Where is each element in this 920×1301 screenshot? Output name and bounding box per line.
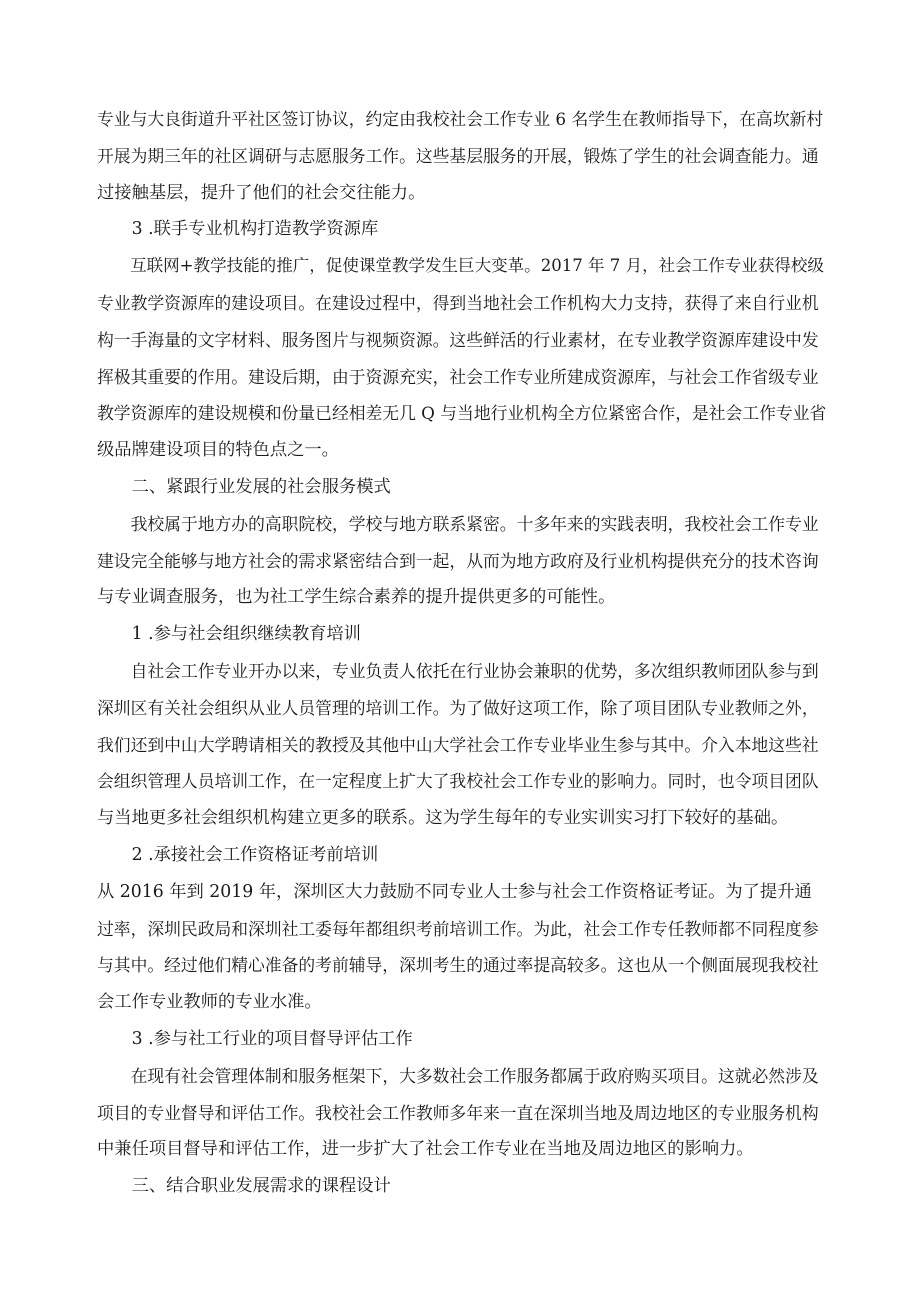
document-body [97,101,827,1205]
text-line: 教学资源库的建设规模和份量已经相差无几 Q 与当地行业机构全方位紧密合作，是社会工作专业省 [97,403,827,424]
paragraph [97,248,827,469]
subsection-heading: 3 .联手专业机构打造教学资源库 [131,219,379,240]
text-line: 我校属于地方办的高职院校，学校与地方联系紧密。十多年来的实践表明，我校社会工作专业 [130,513,819,534]
text-line: 从 2016 年到 2019 年，深圳区大力鼓励不同专业人士参与社会工作资格证考证。为了提升通 [97,881,812,902]
text-line: 项目的专业督导和评估工作。我校社会工作教师多年来一直在深圳当地及周边地区的专业服务机构 [97,1102,819,1123]
paragraph [97,653,827,837]
text-line: 与专业调查服务，也为社工学生综合素养的提升提供更多的可能性。 [97,587,616,608]
section-heading: 三、结合职业发展需求的课程设计 [131,1176,391,1197]
paragraph [97,506,827,616]
text-line: 级品牌建设项目的特色点之一。 [97,440,339,461]
text-line: 专业教学资源库的建设项目。在建设过程中，得到当地社会工作机构大力支持，获得了来自行业机 [97,292,819,313]
text-line: 自社会工作专业开办以来，专业负责人依托在行业协会兼职的优势，多次组织教师团队参与到 [130,660,819,681]
paragraph [97,1058,827,1168]
text-line: 过率，深圳民政局和深圳社工委每年都组织考前培训工作。为此，社会工作专任教师都不同程度参 [97,918,819,939]
section-heading: 二、紧跟行业发展的社会服务模式 [131,476,391,497]
paragraph [97,874,827,1021]
text-line: 互联网+教学技能的推广，促使课堂教学发生巨大变革。2017 年 7 月，社会工作专业获得校级 [130,256,824,276]
text-line: 中兼任项目督导和评估工作，进一步扩大了社会工作专业在当地及周边地区的影响力。 [97,1139,754,1160]
text-line: 过接触基层，提升了他们的社会交往能力。 [97,182,426,203]
text-line: 与当地更多社会组织机构建立更多的联系。这为学生每年的专业实训实习打下较好的基础。 [97,808,789,829]
text-line: 深圳区有关社会组织从业人员管理的培训工作。为了做好这项工作，除了项目团队专业教师之外， [97,697,819,718]
subsection-heading: 2 .承接社会工作资格证考前培训 [131,844,379,865]
text-line: 在现有社会管理体制和服务框架下，大多数社会工作服务都属于政府购买项目。这就必然涉及 [130,1065,819,1086]
text-line: 构一手海量的文字材料、服务图片与视频资源。这些鲜活的行业素材，在专业教学资源库建设中发 [97,329,819,350]
text-line: 开展为期三年的社区调研与志愿服务工作。这些基层服务的开展，锻炼了学生的社会调查能力。通 [97,145,819,166]
subsection-heading: 3 .参与社工行业的项目督导评估工作 [131,1028,413,1049]
text-line: 会组织管理人员培训工作，在一定程度上扩大了我校社会工作专业的影响力。同时，也令项目团队 [97,771,819,792]
text-line: 专业与大良街道升平社区签订协议，约定由我校社会工作专业 6 名学生在教师指导下，在高坎新村 [97,109,824,129]
text-line: 会工作专业教师的专业水准。 [97,992,322,1013]
paragraph-continuation [97,101,827,211]
subsection-heading: 1 .参与社会组织继续教育培训 [131,624,361,645]
text-line: 我们还到中山大学聘请相关的教授及其他中山大学社会工作专业毕业生参与其中。介入本地这些社 [97,734,819,755]
text-line: 挥极其重要的作用。建设后期，由于资源充实，社会工作专业所建成资源库，与社会工作省级专业 [97,366,819,387]
text-line: 与其中。经过他们精心准备的考前辅导，深圳考生的通过率提高较多。这也从一个侧面展现我校社 [97,955,819,976]
text-line: 建设完全能够与地方社会的需求紧密结合到一起，从而为地方政府及行业机构提供充分的技术咨询 [97,550,819,571]
